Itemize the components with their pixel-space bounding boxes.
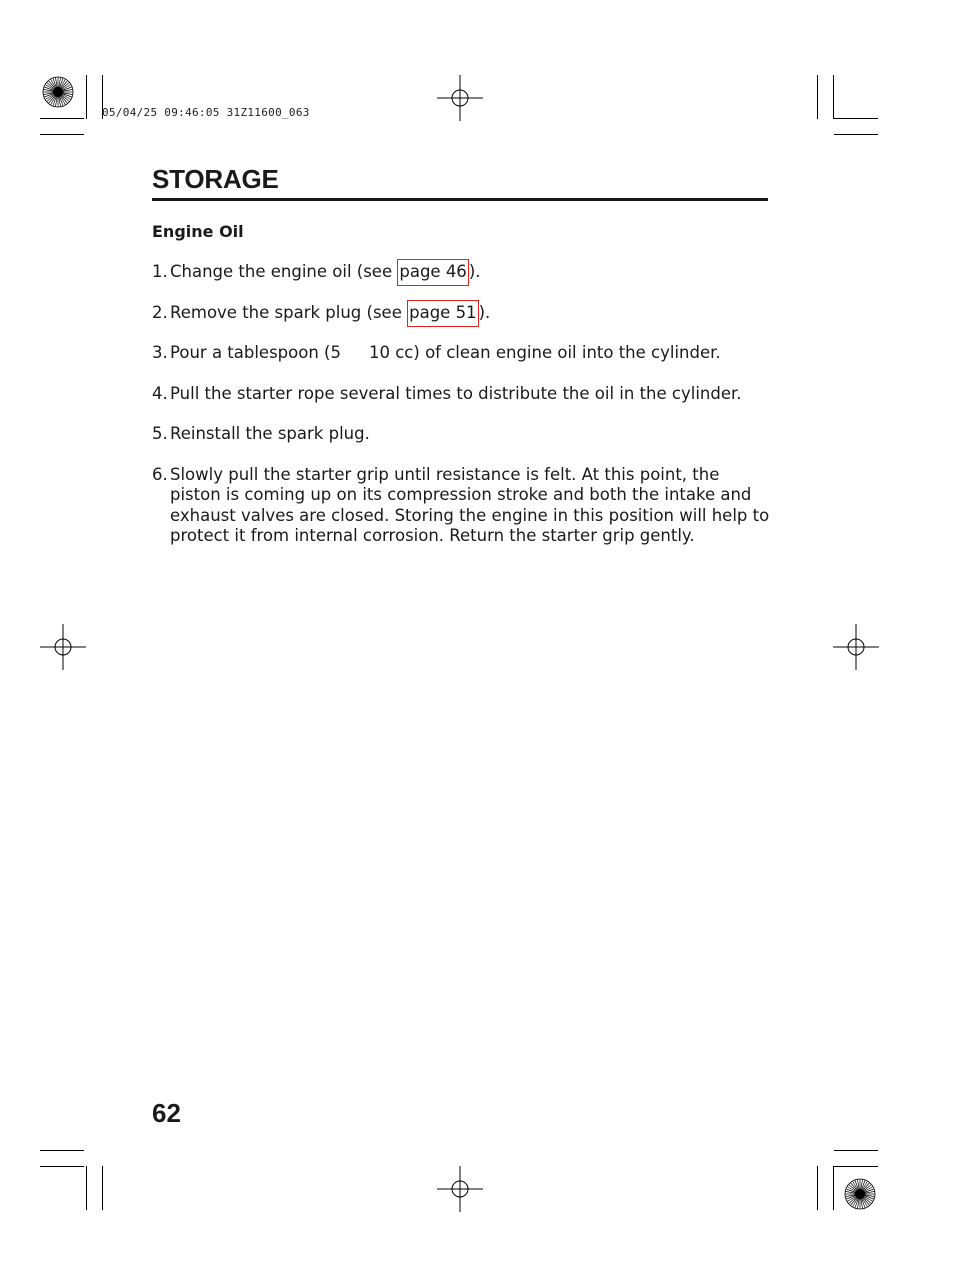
page-51-link[interactable]: page 51 [407,300,478,327]
crop-mark [834,1150,878,1151]
crop-mark [102,1166,103,1210]
crop-mark [817,75,818,119]
section-title: STORAGE [152,164,279,194]
step-number: 6. [152,464,168,484]
registration-crosshair-icon [437,1166,483,1212]
page-number: 62 [152,1098,181,1128]
step-text: 10 cc) of clean engine oil into the cylinder. [369,343,721,362]
list-item [152,262,772,283]
list-item [152,303,772,324]
starburst-target-icon [42,76,74,108]
print-timestamp: 05/04/25 09:46:05 31Z11600_063 [102,106,310,119]
list-item [152,424,772,445]
step-number: 5. [152,424,168,443]
step-number: 1. [152,262,168,281]
step-text: Reinstall the spark plug. [170,424,370,443]
step-text: Slowly pull the starter grip until resistance is felt. At this point, the piston is coming up on its compression stroke and both the intake and exhaust valves are closed. Storing the engine in this position will help to protect it from internal corrosion. Return the starter grip gently. [170,464,770,545]
step-text: ). [468,262,481,281]
crop-mark [86,1166,87,1210]
step-text: Remove the spark plug (see [170,302,408,322]
crop-mark [833,75,834,119]
starburst-target-icon [844,1178,876,1210]
list-item [152,465,772,547]
step-text: Change the engine oil (see [170,262,398,281]
crop-mark [40,1166,84,1167]
step-number: 2. [152,302,168,322]
storage-steps-list [152,262,772,567]
registration-crosshair-icon [437,75,483,121]
list-item [152,384,772,405]
title-underline [152,198,768,201]
step-text: Pour a tablespoon (5 [170,343,341,362]
registration-crosshair-icon [833,624,879,670]
crop-mark [86,75,87,119]
step-number: 4. [152,383,168,403]
subheading: Engine Oil [152,222,244,241]
step-text: Pull the starter rope several times to distribute the oil in the cylinder. [170,383,742,403]
registration-crosshair-icon [40,624,86,670]
page-46-link[interactable]: page 46 [397,259,468,286]
crop-mark [834,1166,878,1167]
crop-mark [40,118,84,119]
crop-mark [40,134,84,135]
crop-mark [40,1150,84,1151]
step-number: 3. [152,343,168,362]
step-text: ). [478,302,491,322]
crop-mark [833,1166,834,1210]
crop-mark [834,118,878,119]
crop-mark [834,134,878,135]
crop-mark [817,1166,818,1210]
list-item [152,343,772,364]
